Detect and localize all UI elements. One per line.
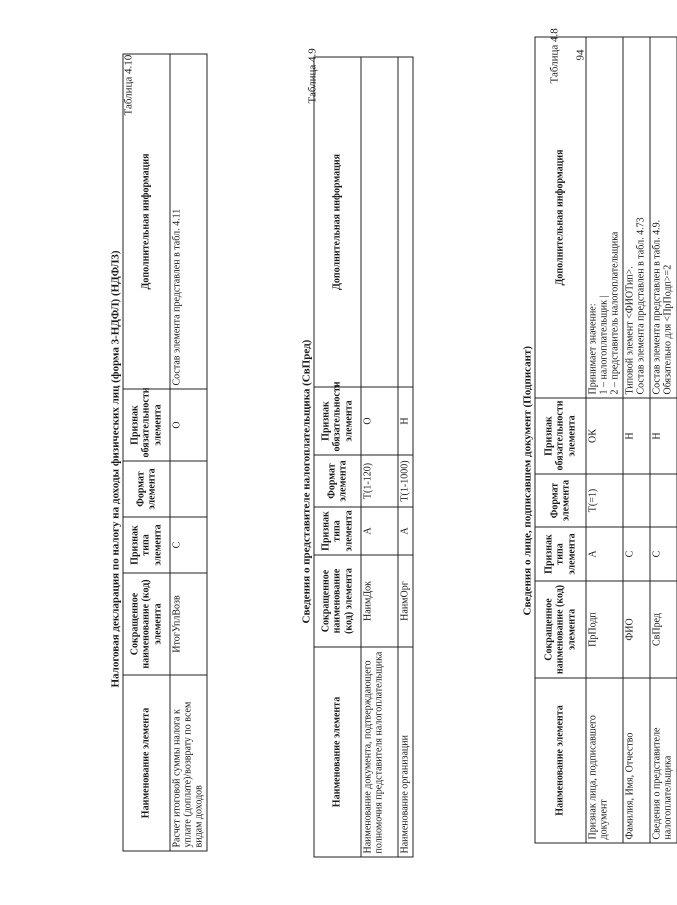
- table-row: [398, 57, 413, 857]
- page-number: 94: [574, 49, 586, 60]
- table-4-9: [313, 56, 413, 857]
- header-type: Признак типа элемента: [123, 517, 170, 573]
- cell-code: ИтогУплВозв: [170, 573, 207, 675]
- table-row: [623, 37, 650, 843]
- cell-required: О: [361, 387, 398, 455]
- table-row: [170, 54, 207, 851]
- table-header-row: [123, 54, 170, 851]
- header-code: Сокращенное наименование (код) элемента: [123, 573, 170, 675]
- cell-code: ПрПодп: [586, 581, 623, 678]
- header-name: Наименование элемента: [535, 678, 586, 843]
- cell-required: Н: [398, 387, 413, 455]
- cell-name: Наименование документа, подтверждающего полномочия представителя налогоплательщика: [361, 647, 398, 857]
- header-info: Дополнительная информация: [535, 37, 586, 398]
- header-type: Признак типа элемента: [314, 507, 361, 555]
- cell-info: [398, 57, 413, 387]
- header-required: Признак обязательности элемента: [123, 389, 170, 461]
- header-info: Дополнительная информация: [314, 57, 361, 387]
- cell-required: Н: [623, 398, 650, 474]
- table-4-10: [122, 53, 207, 851]
- header-format: Формат элемента: [535, 474, 586, 527]
- cell-info: Состав элемента представлен в табл. 4.11: [170, 54, 207, 389]
- header-info: Дополнительная информация: [123, 54, 170, 389]
- header-format: Формат элемента: [123, 461, 170, 517]
- cell-type: А: [361, 507, 398, 555]
- table-4-8: [534, 36, 677, 843]
- table-row: [650, 37, 677, 843]
- header-name: Наименование элемента: [314, 647, 361, 857]
- cell-name: Признак лица, подписавшего документ: [586, 678, 623, 843]
- cell-required: О: [170, 389, 207, 461]
- cell-type: А: [398, 507, 413, 555]
- cell-code: ФИО: [623, 581, 650, 678]
- table-label-4-9: Таблица 4.9: [306, 47, 318, 103]
- header-code: Сокращенное наименование (код) элемента: [314, 555, 361, 647]
- table-header-row: [314, 57, 361, 857]
- header-type: Признак типа элемента: [535, 527, 586, 581]
- table-caption-4-10: Налоговая декларация по налогу на доходы физических лиц (форма 3-НДФЛ) (НДФЛ3): [109, 249, 121, 687]
- cell-name: Фамилия, Имя, Отчество: [623, 678, 650, 843]
- table-label-4-8: Таблица 4.8: [548, 27, 560, 83]
- cell-type: С: [623, 527, 650, 581]
- table-caption-4-8: Сведения о лице, подписавшем документ (Подписант): [521, 345, 533, 615]
- cell-type: А: [586, 527, 623, 581]
- cell-info: [361, 57, 398, 387]
- cell-format: [650, 474, 677, 527]
- cell-code: НаимОрг: [398, 555, 413, 647]
- header-required: Признак обязательности элемента: [314, 387, 361, 455]
- table-row: [361, 57, 398, 857]
- cell-code: СвПред: [650, 581, 677, 678]
- cell-info: Принимает значение: 1 – налогоплательщик | 2 – представитель налогоплательщика: [586, 37, 623, 398]
- cell-info: Состав элемента представлен в табл. 4.9. Обязательно для <ПрПодп>=2: [650, 37, 677, 398]
- cell-name: Расчет итоговой суммы налога к уплате (доплате)/возврату по всем видам доходов: [170, 675, 207, 851]
- header-required: Признак обязательности элемента: [535, 398, 586, 474]
- cell-format: Т(1-1000): [398, 455, 413, 507]
- header-format: Формат элемента: [314, 455, 361, 507]
- table-caption-4-9: Сведения о представителе налогоплательщика (СвПред): [300, 339, 312, 623]
- cell-name: Наименование организации: [398, 647, 413, 857]
- cell-info: Типовой элемент <ФИОТип>. Состав элемента представлен в табл. 4.73: [623, 37, 650, 398]
- cell-format: Т(=1): [586, 474, 623, 527]
- header-code: Сокращенное наименование (код) элемента: [535, 581, 586, 678]
- cell-required: Н: [650, 398, 677, 474]
- table-label-4-10: Таблица 4.10: [122, 54, 134, 115]
- cell-format: [623, 474, 650, 527]
- cell-type: С: [650, 527, 677, 581]
- cell-required: ОК: [586, 398, 623, 474]
- cell-code: НаимДок: [361, 555, 398, 647]
- table-row: [586, 37, 623, 843]
- cell-type: С: [170, 517, 207, 573]
- table-header-row: [535, 37, 586, 843]
- cell-name: Сведения о представителе налогоплательщика: [650, 678, 677, 843]
- cell-format: [170, 461, 207, 517]
- cell-format: Т(1-120): [361, 455, 398, 507]
- header-name: Наименование элемента: [123, 675, 170, 851]
